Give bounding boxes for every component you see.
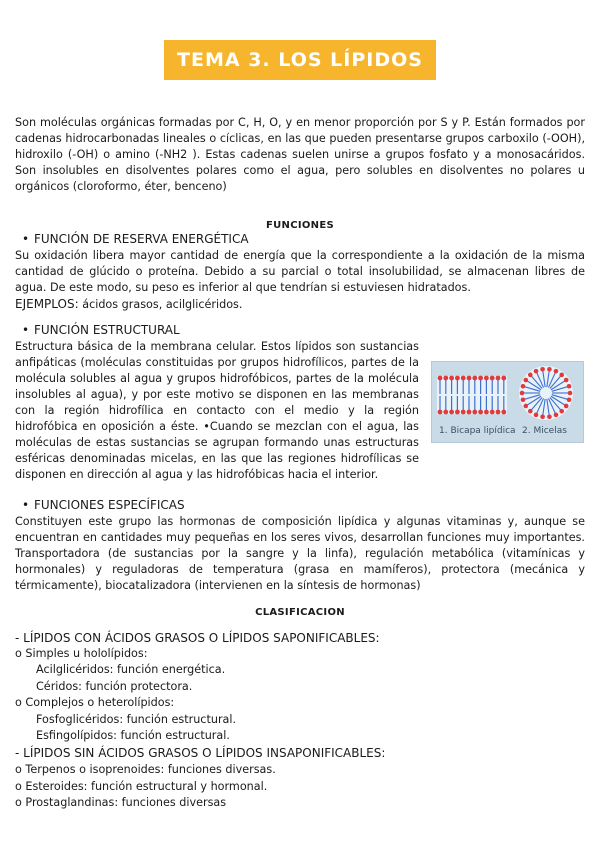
clasif-line: o Esteroides: función estructural y hormonal. [15, 780, 268, 793]
clasif-line: o Complejos o heterolípidos: [15, 696, 175, 709]
micelle-head [524, 404, 529, 409]
clasif-line: Céridos: función protectora. [36, 680, 193, 693]
lipid-head [472, 410, 477, 415]
bilayer-band [437, 376, 507, 414]
micelle-head [534, 369, 539, 374]
clasif-line: Acilglicéridos: función energética. [36, 663, 226, 676]
micelle-head [540, 367, 545, 372]
intro-paragraph: Son moléculas orgánicas formadas por C, H, O, y en menor proporción por S y P. Están formados por cadenas hidrocarbonadas lineales o cíclicas, en las que pueden presentarse grupos carboxilo (-OOH), hidroxilo (-OH) o amino (-NH2 ). Estas cadenas suelen unirse a grupos fosfato y a monosacáridos. Son insolubles en disolventes polares como el agua, pero solubles en disolventes no polares u orgánicos (cloroformo, éter, benceno) [15, 116, 585, 193]
lipid-head [438, 410, 443, 415]
lipid-head [449, 410, 454, 415]
lipid-head [501, 410, 506, 415]
micelle-head [559, 373, 564, 378]
micelle-head [559, 409, 564, 414]
lipid-head [438, 376, 443, 381]
bullet-dot-icon: • [22, 232, 30, 246]
bullet-especificas [22, 497, 185, 513]
micelle-head [564, 404, 569, 409]
lipid-head [461, 376, 466, 381]
micelle-head [567, 397, 572, 402]
examples-label: EJEMPLOS: [15, 297, 79, 311]
lipid-head [467, 376, 472, 381]
micelle-head [554, 413, 559, 418]
estructural-title: FUNCIÓN ESTRUCTURAL [34, 323, 180, 337]
funciones-heading: FUNCIONES [266, 220, 334, 231]
lipid-head [490, 410, 495, 415]
examples-text: ácidos grasos, acilglicéridos. [78, 298, 243, 311]
page-title: TEMA 3. LOS LÍPIDOS [177, 49, 423, 71]
bullet-reserva [22, 231, 249, 247]
micelle-head [567, 384, 572, 389]
clasif-line: o Prostaglandinas: funciones diversas [15, 796, 227, 809]
clasif-line: Esfingolípidos: función estructural. [36, 729, 230, 742]
lipid-head [484, 376, 489, 381]
micelle-head [547, 367, 552, 372]
bullet-estructural [22, 322, 180, 338]
title-banner [164, 40, 436, 80]
micelle-head [568, 391, 573, 396]
micelle-head [547, 414, 552, 419]
lipid-head [490, 376, 495, 381]
lipid-head [484, 410, 489, 415]
lipid-head [461, 410, 466, 415]
micelle-head [534, 413, 539, 418]
clasif-line: - LÍPIDOS SIN ÁCIDOS GRASOS O LÍPIDOS INSAPONIFICABLES: [15, 746, 386, 760]
lipid-head [496, 410, 501, 415]
micelle-head [521, 397, 526, 402]
bullet-dot-icon: • [22, 498, 30, 512]
micelle-head [564, 378, 569, 383]
lipid-head [449, 376, 454, 381]
micelle-head [524, 378, 529, 383]
lipid-head [472, 376, 477, 381]
especificas-title: FUNCIONES ESPECÍFICAS [34, 498, 185, 512]
micelle-head [528, 409, 533, 414]
reserva-examples [15, 296, 242, 313]
micelle-head [540, 414, 545, 419]
reserva-paragraph: Su oxidación libera mayor cantidad de energía que la correspondiente a la oxidación de la misma cantidad de glúcido o proteína. Debido a su parcial o total insolubilidad, se almacenan libres de agua. De este modo, su peso es inferior al que tendrían si estuviesen hidratados. [15, 249, 585, 294]
lipid-head [496, 376, 501, 381]
lipid-head [455, 376, 460, 381]
micelle-head [521, 384, 526, 389]
reserva-title: FUNCIÓN DE RESERVA ENERGÉTICA [34, 232, 249, 246]
lipid-head [443, 376, 448, 381]
clasif-line: - LÍPIDOS CON ÁCIDOS GRASOS O LÍPIDOS SAPONIFICABLES: [15, 631, 380, 645]
clasif-line: Fosfoglicéridos: función estructural. [36, 713, 237, 726]
lipid-head [455, 410, 460, 415]
figure-caption-micelle: 2. Micelas [522, 426, 567, 436]
bullet-dot-icon: • [22, 323, 30, 337]
clasif-line: o Simples u hololípidos: [15, 647, 148, 660]
lipid-head [467, 410, 472, 415]
lipid-head [478, 410, 483, 415]
micelle-head [554, 369, 559, 374]
micelle-head [520, 391, 525, 396]
micelle-head [528, 373, 533, 378]
lipid-head [443, 410, 448, 415]
membrane-figure [431, 361, 584, 443]
lipid-head [501, 376, 506, 381]
estructural-paragraph: Estructura básica de la membrana celular. Estos lípidos son sustancias anfipáticas (moléculas constituidas por grupos hidrofílicos, partes de la molécula solubles al agua y grupos hidrofóbicos, partes de la molécula insolubles al agua), y por este motivo se disponen en las membranas con la región hidrofílica en contacto con el medio y la región hidrofóbica en oposición a éste. •Cuando se mezclan con el agua, las moléculas de estas sustancias se agrupan formando unas estructuras esféricas denominadas micelas, en las que las regiones hidrofílicas se disponen en dirección al agua y las hidrofóbicas hacia el interior. [15, 340, 419, 481]
figure-caption-bilayer: 1. Bicapa lipídica [439, 426, 516, 436]
clasificacion-heading: CLASIFICACION [255, 607, 345, 618]
lipid-head [478, 376, 483, 381]
clasif-line: o Terpenos o isoprenoides: funciones diversas. [15, 763, 276, 776]
especificas-paragraph: Constituyen este grupo las hormonas de composición lipídica y algunas vitaminas y, aunque se encuentran en cantidades muy pequeñas en los seres vivos, desarrollan funciones muy importantes. Transportadora (de sustancias por la sangre y la linfa), regulación metabólica (vitamínicas y hormonales) y reguladoras de temperatura (grasa en mamíferos), protectora (mecánica y térmicamente), biocatalizadora (intervienen en la síntesis de hormonas) [15, 515, 585, 592]
